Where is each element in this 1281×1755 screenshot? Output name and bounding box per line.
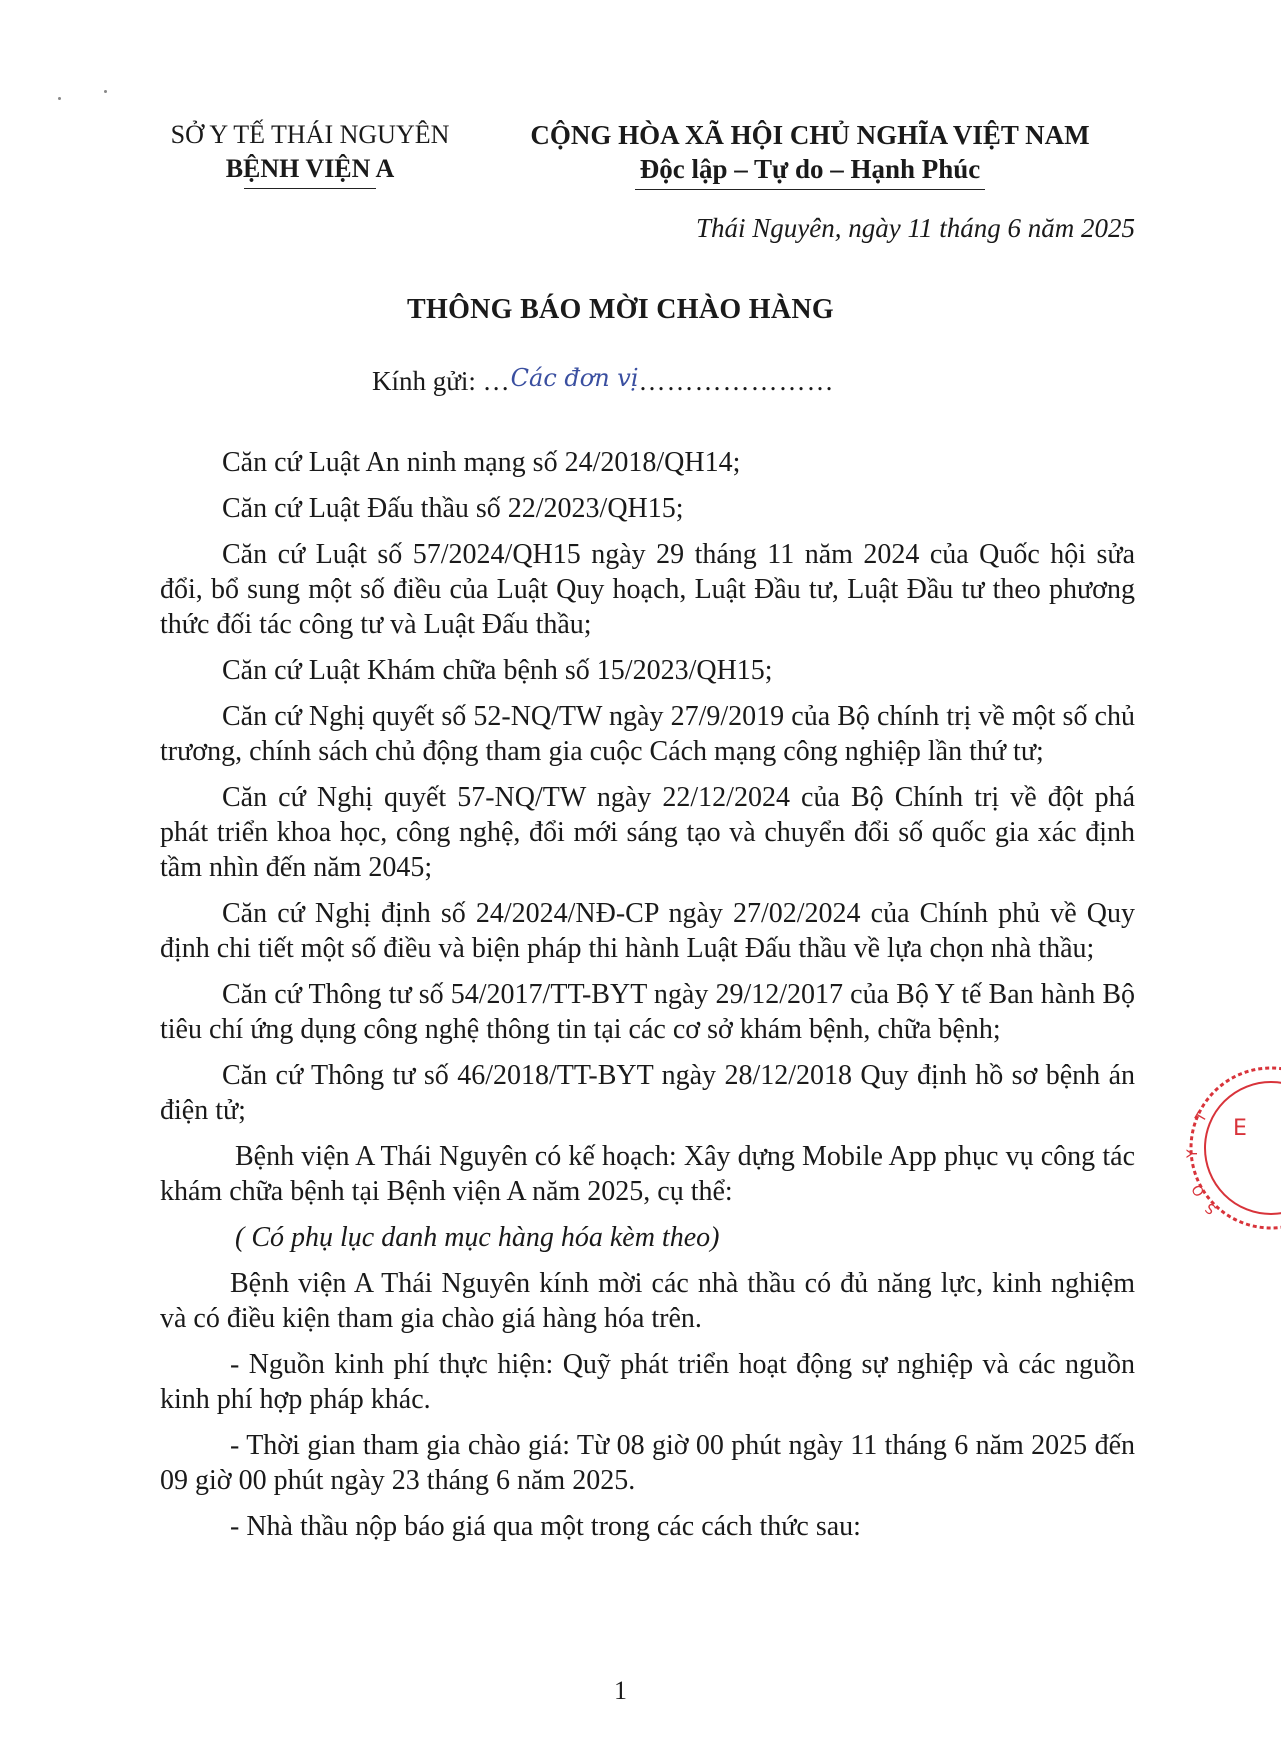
appendix-note: ( Có phụ lục danh mục hàng hóa kèm theo) [235,1222,720,1253]
paragraph: - Nhà thầu nộp báo giá qua một trong các cách thức sau: [230,1511,861,1542]
svg-text:E: E [1233,1116,1247,1141]
nation-line-2: Độc lập – Tự do – Hạnh Phúc [639,154,981,184]
org-underline [244,188,376,189]
scan-dot [104,90,107,93]
paragraph: Căn cứ Luật An ninh mạng số 24/2018/QH14; [222,447,741,478]
document-title: THÔNG BÁO MỜI CHÀO HÀNG [407,294,834,325]
svg-text:T: T [1192,1109,1211,1125]
paragraph: Căn cứ Luật số 57/2024/QH15 ngày 29 tháng 11 năm 2024 của Quốc hội sửa đổi, bổ sung một số điều của Luật Quy hoạch, Luật Đầu tư, Luật Đầu tư theo phương thức đối tác công tư và Luật Đấu thầu; [160,539,1135,640]
paragraph: Căn cứ Nghị định số 24/2024/NĐ-CP ngày 27/02/2024 của Chính phủ về Quy định chi tiết một số điều và biện pháp thi hành Luật Đấu thầu về lựa chọn nhà thầu; [160,898,1135,964]
national-motto [500,118,1120,190]
paragraph: - Nguồn kinh phí thực hiện: Quỹ phát triển hoạt động sự nghiệp và các nguồn kinh phí hợp pháp khác. [160,1349,1135,1415]
svg-text:O: O [1189,1181,1209,1199]
document-body [160,445,1135,1555]
org-line-2: BỆNH VIỆN A [225,154,395,183]
date-line: Thái Nguyên, ngày 11 tháng 6 năm 2025 [696,213,1135,243]
svg-text:S: S [1202,1199,1220,1218]
org-line-1: SỞ Y TẾ THÁI NGUYÊN [170,120,450,149]
scan-dot [58,97,61,100]
recipient-dots-after: ………………… [638,366,835,396]
recipient-handwritten: Các đơn vị [510,364,639,392]
svg-text:Y: Y [1185,1149,1201,1158]
paragraph: Căn cứ Nghị quyết số 52-NQ/TW ngày 27/9/2019 của Bộ chính trị về một số chủ trương, chính sách chủ động tham gia cuộc Cách mạng công nghiệp lần thứ tư; [160,701,1135,767]
issuing-authority [150,118,470,189]
recipient-label: Kính gửi: [372,366,483,396]
recipient-dots-before: … [482,366,511,396]
recipient-line [372,366,835,397]
paragraph: Căn cứ Thông tư số 54/2017/TT-BYT ngày 29/12/2017 của Bộ Y tế Ban hành Bộ tiêu chí ứng dụng công nghệ thông tin tại các cơ sở khám bệnh, chữa bệnh; [160,979,1135,1045]
page-number: 1 [614,1676,627,1705]
paragraph: Bệnh viện A Thái Nguyên có kế hoạch: Xây dựng Mobile App phục vụ công tác khám chữa bệnh tại Bệnh viện A năm 2025, cụ thể: [160,1141,1135,1207]
paragraph: Căn cứ Luật Đấu thầu số 22/2023/QH15; [222,493,684,524]
red-stamp-edge [1171,1063,1281,1233]
motto-underline [635,189,985,190]
paragraph: Căn cứ Luật Khám chữa bệnh số 15/2023/QH15; [222,655,773,686]
paragraph: Căn cứ Thông tư số 46/2018/TT-BYT ngày 28/12/2018 Quy định hồ sơ bệnh án điện tử; [160,1060,1135,1126]
nation-line-1: CỘNG HÒA XÃ HỘI CHỦ NGHĨA VIỆT NAM [530,120,1090,150]
paragraph: Bệnh viện A Thái Nguyên kính mời các nhà thầu có đủ năng lực, kinh nghiệm và có điều kiện tham gia chào giá hàng hóa trên. [160,1268,1135,1334]
paragraph: Căn cứ Nghị quyết 57-NQ/TW ngày 22/12/2024 của Bộ Chính trị về đột phá phát triển khoa học, công nghệ, đổi mới sáng tạo và chuyển đổi số quốc gia xác định tầm nhìn đến năm 2045; [160,782,1135,883]
paragraph: - Thời gian tham gia chào giá: Từ 08 giờ 00 phút ngày 11 tháng 6 năm 2025 đến 09 giờ 00 phút ngày 23 tháng 6 năm 2025. [160,1430,1135,1496]
